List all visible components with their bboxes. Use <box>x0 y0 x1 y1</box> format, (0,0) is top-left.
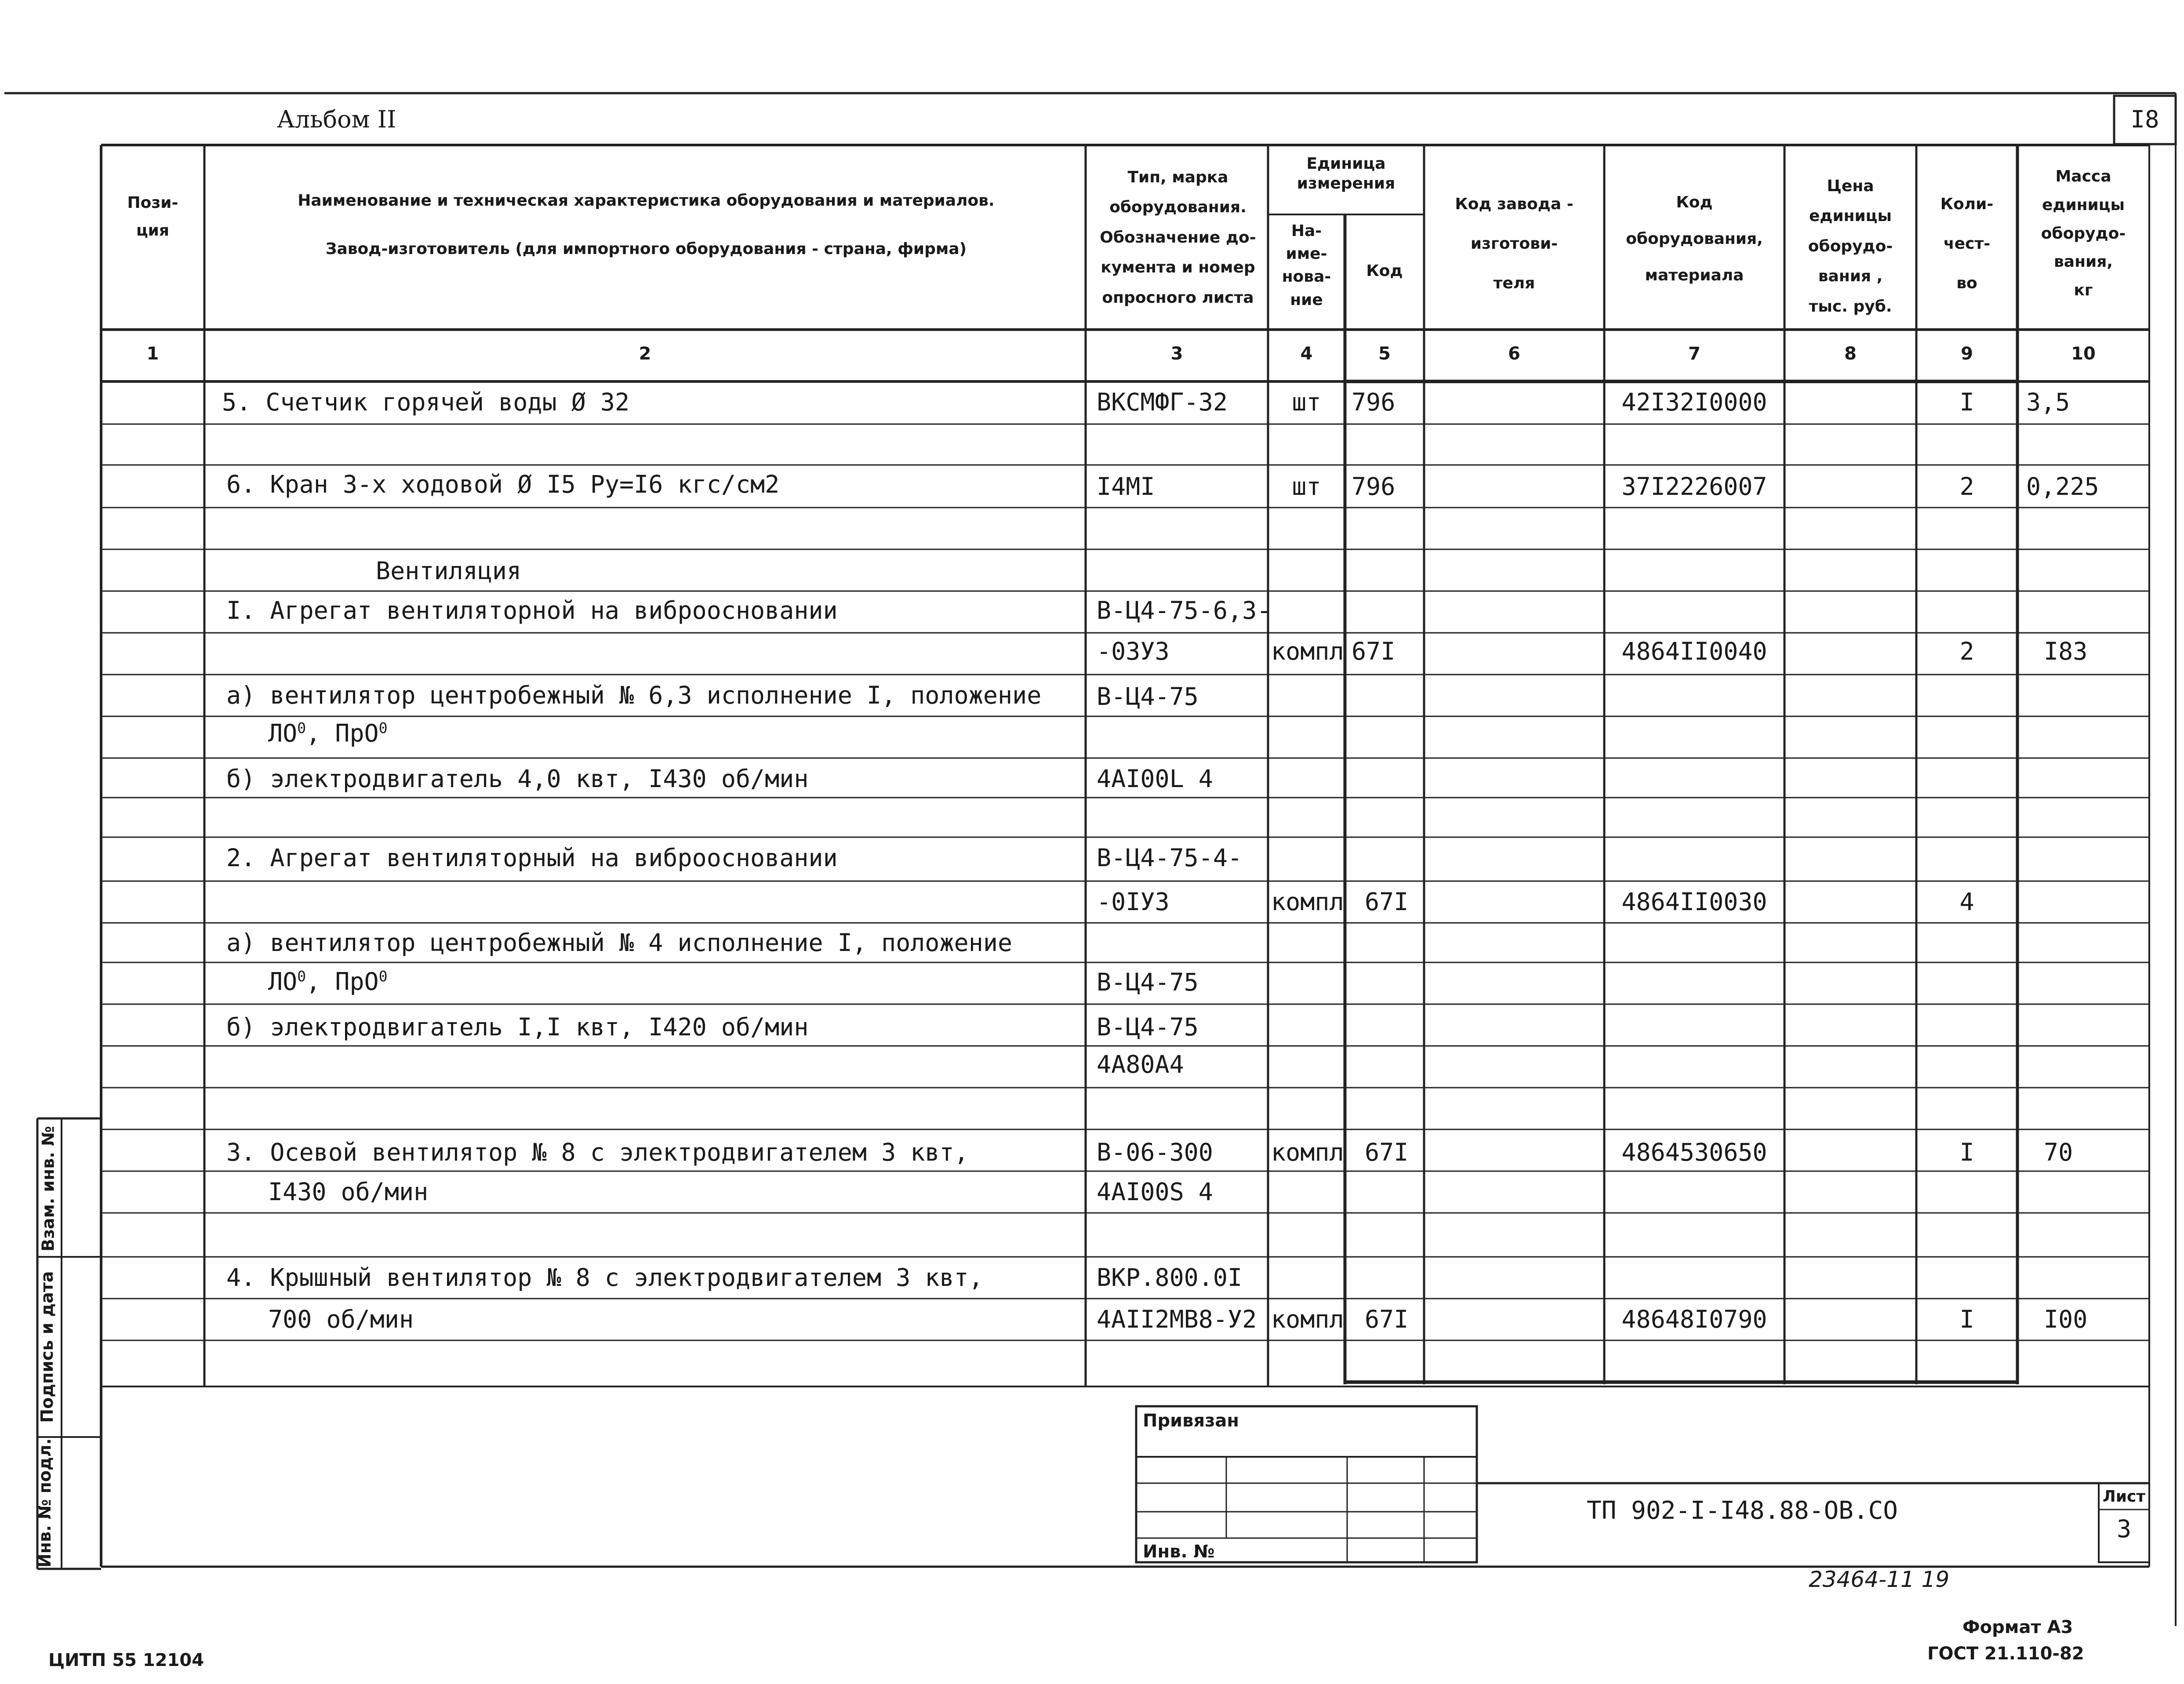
stamp-inv-label: Инв. № <box>1143 1542 1215 1562</box>
side-label-replace-inv: Взам. инв. № <box>38 1126 58 1252</box>
side-label-signature-date: Подпись и дата <box>37 1271 57 1423</box>
table-row-code: 796 <box>1352 388 1395 416</box>
table-row-name: 4. Крышный вентилятор № 8 с электродвигателем 3 квт, <box>226 1263 983 1292</box>
position-note <box>268 969 388 994</box>
table-row-name: 6. Кран 3-х ходовой Ø I5 Ру=I6 кгс/см2 <box>226 470 780 498</box>
table-row-equip: 42I32I0000 <box>1621 388 1767 416</box>
gost-label: ГОСТ 21.110-82 <box>1927 1644 2084 1664</box>
position-note-right: , ПрО <box>306 967 379 996</box>
top-sheet-number: I8 <box>2130 105 2159 133</box>
table-row-type: ВКР.800.0I <box>1097 1263 1243 1292</box>
table-row-name: I. Агрегат вентиляторной на виброосновании <box>226 596 838 624</box>
table-row-code: 67I <box>1365 888 1409 916</box>
table-row-name: 700 об/мин <box>268 1305 414 1333</box>
position-note-left: ЛО <box>268 967 298 996</box>
table-row-name: 5. Счетчик горячей воды Ø 32 <box>222 388 630 416</box>
table-row-name: 3. Осевой вентилятор № 8 с электродвигателем 3 квт, <box>226 1138 969 1166</box>
side-label-original-inv: Инв. № подл. <box>35 1438 55 1568</box>
format-label: Формат А3 <box>1962 1617 2073 1637</box>
header-name-line2: Завод-изготовитель (для импортного оборудования - страна, фирма) <box>325 240 967 258</box>
table-row-code: 67I <box>1352 637 1395 665</box>
position-note-left: ЛО <box>268 719 298 748</box>
table-row-type: 4А80А4 <box>1097 1050 1184 1078</box>
table-row-type: В-Ц4-75-4- <box>1097 844 1243 872</box>
colnum-8: 8 <box>1844 344 1857 364</box>
section-title-ventilation: Вентиляция <box>376 557 522 585</box>
table-row-type: 4АII2МВ8-У2 <box>1097 1305 1257 1333</box>
table-row-type: В-Ц4-75-6,3- <box>1097 596 1272 624</box>
table-row-qty: 4 <box>1959 888 1974 916</box>
table-row-type: В-Ц4-75 <box>1097 682 1199 711</box>
table-row-name: б) электродвигатель I,I квт, I420 об/мин <box>226 1013 809 1041</box>
degree-sup: 0 <box>378 968 388 985</box>
citp-label: ЦИТП 55 12104 <box>48 1650 204 1670</box>
header-unit-name: На- име- нова- ние <box>1282 222 1331 309</box>
table-row-equip: 4864II0030 <box>1621 888 1767 916</box>
table-row-mass: 70 <box>2044 1138 2073 1166</box>
table-row-unit: компл <box>1271 637 1344 665</box>
header-equip-code: Код оборудования, материала <box>1626 193 1763 284</box>
table-row-equip: 37I2226007 <box>1621 472 1767 501</box>
sheet-value: 3 <box>2116 1515 2132 1543</box>
header-unit-code: Код <box>1366 262 1403 280</box>
table-row-qty: I <box>1959 388 1974 416</box>
table-row-type: -03У3 <box>1097 637 1170 665</box>
table-row-qty: 2 <box>1959 472 1974 501</box>
header-mass: Масса единицы оборудо- вания, кг <box>2041 167 2126 300</box>
colnum-4: 4 <box>1300 344 1313 364</box>
table-row-type: В-Ц4-75 <box>1097 968 1199 996</box>
table-row-unit: компл <box>1271 888 1344 916</box>
colnum-10: 10 <box>2071 344 2096 364</box>
table-row-name: а) вентилятор центробежный № 6,3 исполнение I, положение <box>226 681 1042 709</box>
table-row-mass: I83 <box>2044 637 2088 665</box>
colnum-6: 6 <box>1508 344 1520 364</box>
header-position: Пози- ция <box>127 194 178 240</box>
table-row-equip: 4864II0040 <box>1621 637 1767 665</box>
table-row-unit: компл <box>1271 1138 1344 1166</box>
table-row-type: 4АI00L 4 <box>1097 765 1213 793</box>
document-code: ТП 902-I-I48.88-ОВ.СО <box>1587 1496 1898 1525</box>
header-type: Тип, марка оборудования. Обозначение до- кумента и номер опросного листа <box>1100 168 1256 307</box>
degree-sup: 0 <box>378 719 388 737</box>
table-row-type: -0IУ3 <box>1097 888 1170 916</box>
position-note-right: , ПрО <box>306 719 379 748</box>
table-row-mass: 0,225 <box>2026 472 2099 501</box>
degree-sup: 0 <box>297 968 306 985</box>
table-row-type: В-Ц4-75 <box>1097 1013 1199 1041</box>
table-row-qty: I <box>1959 1305 1974 1333</box>
header-unit: Единица измерения <box>1297 155 1395 192</box>
table-row-mass: I00 <box>2044 1305 2088 1333</box>
sheet-label: Лист <box>2102 1488 2146 1506</box>
table-row-unit: компл <box>1271 1305 1344 1333</box>
header-quantity: Коли- чест- во <box>1940 195 1994 292</box>
table-row-type: I4MI <box>1097 472 1155 501</box>
table-row-unit: шт <box>1292 388 1321 416</box>
table-row-code: 67I <box>1365 1138 1409 1166</box>
table-row-equip: 4864530650 <box>1621 1138 1767 1166</box>
stamp-bound-label: Привязан <box>1143 1411 1239 1431</box>
table-row-qty: 2 <box>1959 637 1974 665</box>
table-row-type: 4АI00S 4 <box>1097 1178 1213 1206</box>
colnum-3: 3 <box>1170 344 1183 364</box>
colnum-9: 9 <box>1961 344 1973 364</box>
table-row-name: I430 об/мин <box>268 1178 429 1206</box>
header-factory-code: Код завода - изготови- теля <box>1455 195 1573 292</box>
header-price: Цена единицы оборудо- вания , тыс. руб. <box>1808 177 1893 316</box>
table-row-code: 796 <box>1352 472 1395 501</box>
header-name-line1: Наименование и техническая характеристика оборудования и материалов. <box>298 192 995 210</box>
table-row-name: а) вентилятор центробежный № 4 исполнение I, положение <box>226 929 1013 957</box>
table-row-type: В-06-300 <box>1097 1138 1213 1166</box>
handwritten-number: 23464-11 19 <box>1809 1567 1950 1592</box>
album-title: Альбом II <box>277 105 396 133</box>
table-row-equip: 48648I0790 <box>1621 1305 1767 1333</box>
table-row-type: ВКСМФГ-32 <box>1097 388 1228 416</box>
table-row-qty: I <box>1959 1138 1974 1166</box>
position-note <box>268 719 388 748</box>
table-row-mass: 3,5 <box>2026 388 2070 416</box>
colnum-5: 5 <box>1378 344 1391 364</box>
colnum-2: 2 <box>639 344 651 364</box>
table-row-name: 2. Агрегат вентиляторный на виброосновании <box>226 844 838 872</box>
table-row-name: б) электродвигатель 4,0 квт, I430 об/мин <box>226 765 809 793</box>
colnum-7: 7 <box>1688 344 1701 364</box>
table-row-unit: шт <box>1292 472 1321 501</box>
degree-sup: 0 <box>297 719 306 737</box>
colnum-1: 1 <box>146 344 159 364</box>
table-row-code: 67I <box>1365 1305 1409 1333</box>
